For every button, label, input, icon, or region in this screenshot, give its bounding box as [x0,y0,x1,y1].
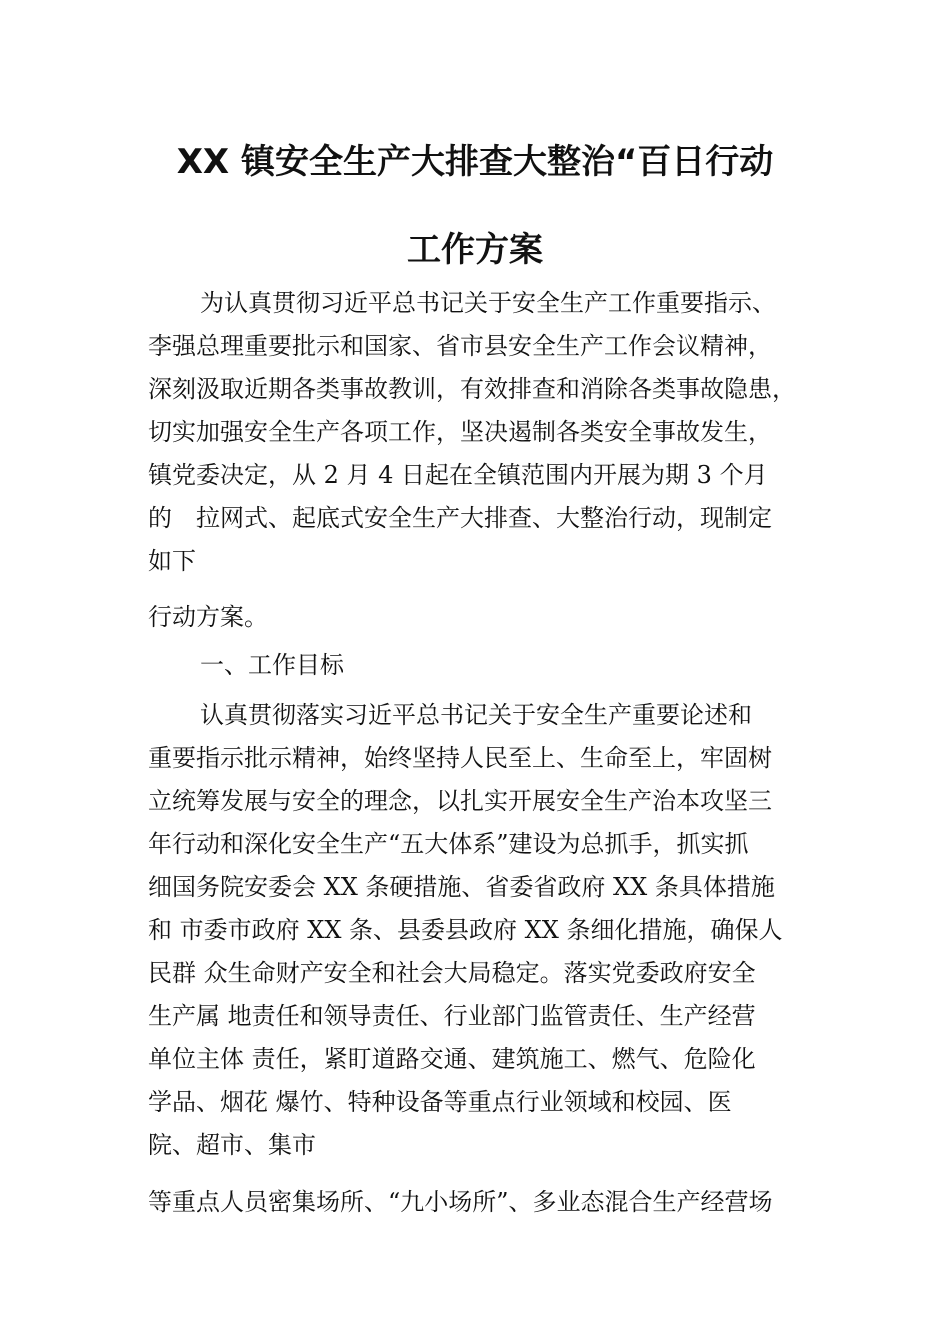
paragraph-line: 认真贯彻落实习近平总书记关于安全生产重要论述和 [200,701,752,729]
paragraph-line: 立统筹发展与安全的理念，以扎实开展安全生产治本攻坚三 [148,787,772,815]
paragraph-line: 切实加强安全生产各项工作，坚决遏制各类安全事故发生， [148,418,772,446]
paragraph-line: 年行动和深化安全生产“五大体系”建设为总抓手，抓实抓 [148,830,749,858]
paragraph-line: 等重点人员密集场所、“九小场所”、多业态混合生产经营场 [148,1188,773,1216]
paragraph-line: 行动方案。 [148,603,268,631]
paragraph-line: 细国务院安委会 XX 条硬措施、省委省政府 XX 条具体措施 [148,873,775,901]
paragraph-line: 镇党委决定，从 2 月 4 日起在全镇范围内开展为期 3 个月 [148,461,768,489]
paragraph-line: 单位主体 责任，紧盯道路交通、建筑施工、燃气、危险化 [148,1045,756,1073]
paragraph-line: 民群 众生命财产安全和社会大局稳定。落实党委政府安全 [148,959,756,987]
paragraph-line: 重要指示批示精神，始终坚持人民至上、生命至上，牢固树 [148,744,772,772]
paragraph-line: 如下 [148,547,196,575]
document-title-line1: XX 镇安全生产大排查大整治“百日行动 [176,142,774,182]
document-title-line2: 工作方案 [407,230,543,270]
paragraph-line: 学品、烟花 爆竹、特种设备等重点行业领域和校园、医 [148,1088,732,1116]
paragraph-line: 和 市委市政府 XX 条、县委县政府 XX 条细化措施，确保人 [148,916,783,944]
section-heading: 一、工作目标 [200,651,344,679]
paragraph-line: 生产属 地责任和领导责任、行业部门监管责任、生产经营 [148,1002,756,1030]
paragraph-line: 的 拉网式、起底式安全生产大排查、大整治行动，现制定 [148,504,772,532]
paragraph-line: 李强总理重要批示和国家、省市县安全生产工作会议精神， [148,332,772,360]
paragraph-line: 院、超市、集市 [148,1131,316,1159]
paragraph-line: 深刻汲取近期各类事故教训，有效排查和消除各类事故隐患， [148,375,796,403]
paragraph-line: 为认真贯彻习近平总书记关于安全生产工作重要指示、 [200,289,776,317]
